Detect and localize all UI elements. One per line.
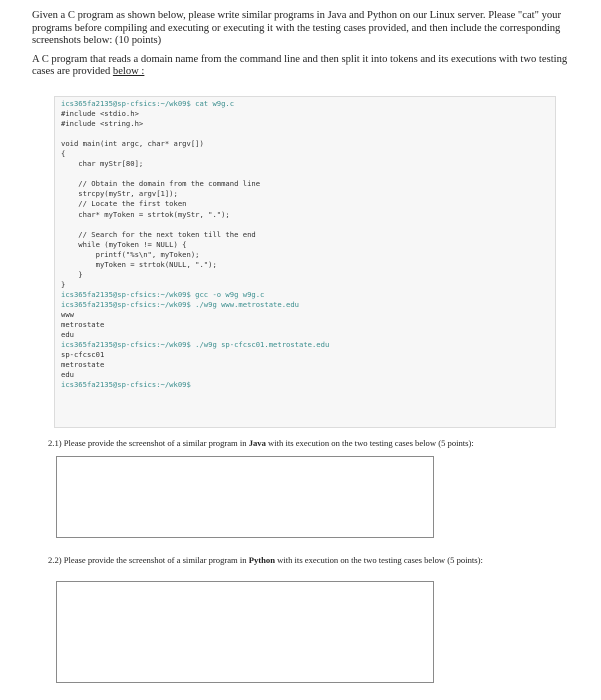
terminal-code-line: metrostate — [61, 320, 105, 330]
question-2-2-language: Python — [248, 555, 275, 565]
intro-paragraph-2 — [32, 54, 580, 79]
java-answer-box[interactable] — [56, 456, 434, 538]
terminal-code-line: while (myToken != NULL) { — [61, 239, 187, 249]
intro-paragraph-2-text: A C program that reads a domain name from the command line and then split it into tokens and its executions with two testing cases are provided — [32, 53, 568, 77]
terminal-code-line: edu — [61, 370, 74, 380]
terminal-code-line: char* myToken = strtok(myStr, "."); — [61, 209, 230, 219]
terminal-prompt-line: ics365fa2135@sp-cfsics:~/wk09$ gcc -o w9g w9g.c — [61, 289, 265, 299]
question-2-2-text: 2.2) Please provide the screenshot of a similar program in — [48, 555, 249, 565]
terminal-code-line — [61, 129, 329, 139]
terminal-code-line: // Locate the first token — [61, 199, 187, 209]
terminal-code-line: www — [61, 309, 74, 319]
terminal-code-line: } — [61, 269, 83, 279]
terminal-prompt-line: ics365fa2135@sp-cfsics:~/wk09$ — [61, 380, 191, 390]
terminal-code-line — [61, 220, 329, 230]
question-2-2-tail: with its execution on the two testing cases below (5 points): — [274, 555, 483, 565]
terminal-code-line: sp-cfcsc01 — [61, 350, 105, 360]
terminal-code-line: #include <stdio.h> — [61, 109, 139, 119]
question-2-1-tail: with its execution on the two testing cases below (5 points): — [265, 438, 474, 448]
intro-below-link: below : — [112, 66, 145, 77]
terminal-code-line: char myStr[80]; — [61, 159, 144, 169]
terminal-code-line: { — [61, 149, 66, 159]
terminal-code-line: void main(int argc, char* argv[]) — [61, 139, 204, 149]
terminal-code-line: edu — [61, 330, 74, 340]
terminal-code-line: myToken = strtok(NULL, "."); — [61, 259, 217, 269]
terminal-screenshot — [54, 96, 556, 428]
terminal-output — [61, 99, 329, 390]
question-intro — [32, 10, 580, 85]
terminal-prompt-line: ics365fa2135@sp-cfsics:~/wk09$ cat w9g.c — [61, 99, 235, 108]
terminal-code-line — [61, 169, 329, 179]
terminal-prompt-line: ics365fa2135@sp-cfsics:~/wk09$ ./w9g sp-cfcsc01.metrostate.edu — [61, 340, 330, 350]
intro-paragraph-1: Given a C program as shown below, please write similar programs in Java and Python on our Linux server. Please "cat" your programs before compiling and executing or executing it with the testing cases provided, and then include the corresponding screenshots below: (10 points) — [32, 10, 561, 46]
terminal-code-line: } — [61, 279, 66, 289]
python-answer-box[interactable] — [56, 581, 434, 683]
terminal-code-line: // Obtain the domain from the command line — [61, 179, 261, 189]
terminal-prompt-line: ics365fa2135@sp-cfsics:~/wk09$ ./w9g www.metrostate.edu — [61, 299, 299, 309]
question-2-1-text: 2.1) Please provide the screenshot of a similar program in — [48, 438, 249, 448]
question-2-1-language: Java — [248, 438, 266, 448]
question-2-2 — [48, 555, 483, 565]
terminal-code-line: // Search for the next token till the end — [61, 229, 256, 239]
terminal-code-line: strcpy(myStr, argv[1]); — [61, 189, 178, 199]
question-2-1 — [48, 438, 474, 448]
terminal-code-line: #include <string.h> — [61, 119, 144, 129]
terminal-code-line: metrostate — [61, 360, 105, 370]
terminal-code-line: printf("%s\n", myToken); — [61, 249, 200, 259]
